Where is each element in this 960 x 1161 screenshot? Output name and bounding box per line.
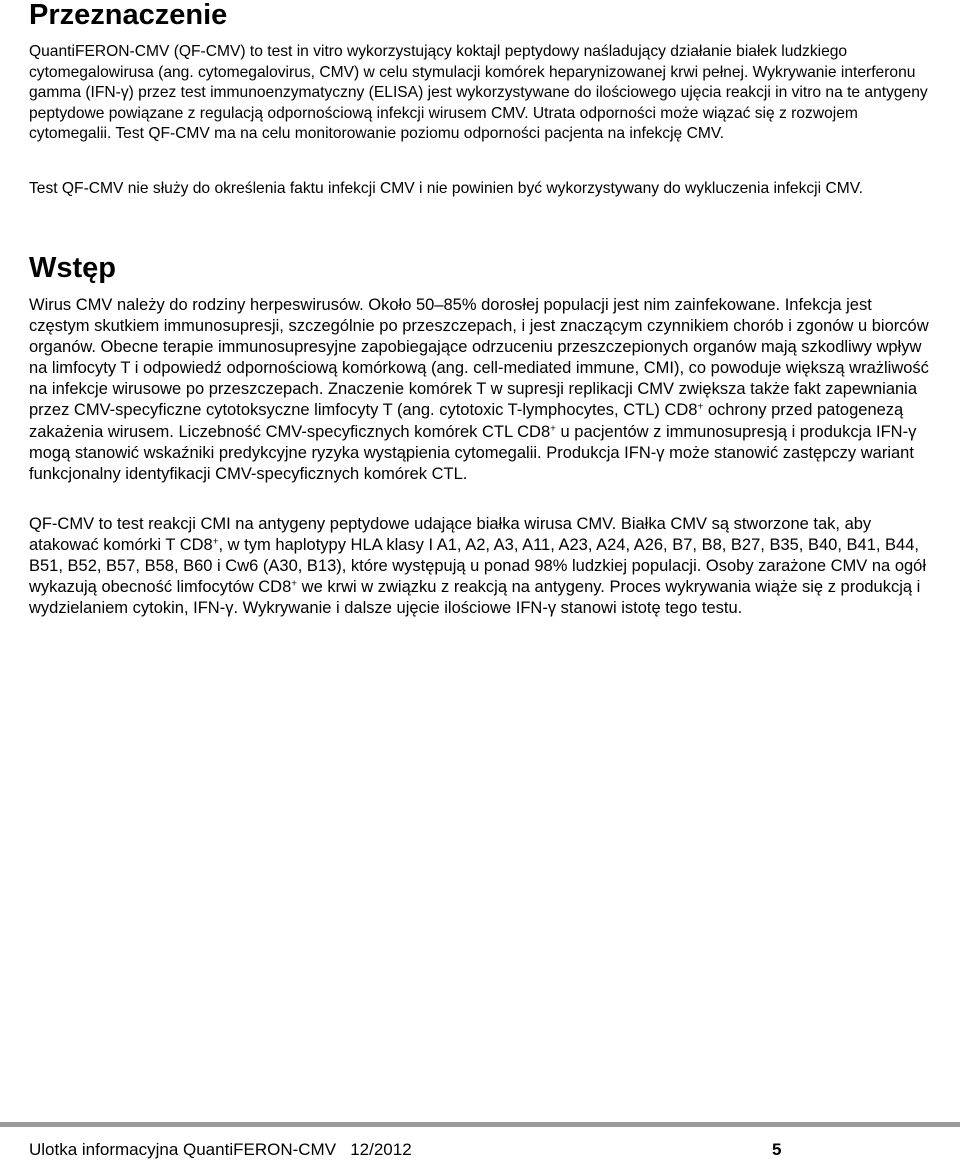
footer-document-title: Ulotka informacyjna QuantiFERON-CMV 12/2012 xyxy=(29,1140,412,1159)
text-segment: ochrony przed patogenezą zakażenia wirusem. Liczebność CMV-specyficznych komórek CTL CD8 xyxy=(29,401,904,441)
text-segment: Wirus CMV należy do rodziny herpeswirusów. Około 50–85% dorosłej populacji jest nim zainfekowane. Infekcja jest częstym skutkiem immunosupresji, szczególnie po przeszczepach, i jest znaczącym czynnikiem chorób i zgonów u biorców organów. Obecne terapie immunosupresyjne zapobiegające odrzuceniu przeszczepionych organów mają szkodliwy wpływ na limfocyty T i odpowiedź odpornościową komórkową (ang. cell-mediated immune, CMI), co powoduje większą wrażliwość na infekcje wirusowe po przeszczepach. Znaczenie komórek T w supresji replikacji CMV zwiększa także fakt zapewniania przez CMV-specyficzne cytotoksyczne limfocyty T (ang. cytotoxic T-lymphocytes, CTL) CD8 xyxy=(29,296,929,420)
page-number: 5 xyxy=(772,1140,782,1159)
paragraph-introduction-2 xyxy=(29,514,934,619)
footer-divider xyxy=(0,1122,960,1127)
superscript-plus: + xyxy=(212,536,219,548)
superscript-plus: + xyxy=(550,423,556,435)
heading-wstep: Wstęp xyxy=(29,252,116,284)
heading-przeznaczenie: Przeznaczenie xyxy=(29,0,228,31)
text-segment: u pacjentów z immunosupresją i produkcja IFN-γ mogą stanowić wskaźniki predykcyjne ryzyka wystąpienia cytomegalii. Produkcja IFN-γ może stanowić zastępczy wariant funkcjonalny identyfikacji CMV-specyficznych komórek CTL. xyxy=(29,422,917,483)
superscript-plus: + xyxy=(697,402,704,414)
superscript-plus: + xyxy=(291,578,298,590)
paragraph-intended-use: QuantiFERON-CMV (QF-CMV) to test in vitro wykorzystujący koktajl peptydowy naśladujący działanie białek ludzkiego cytomegalowirusa (ang. cytomegalovirus, CMV) w celu stymulacji komórek heparynizowanej krwi pełnej. Wykrywanie interferonu gamma (IFN-γ) przez test immunoenzymatyczny (ELISA) jest wykorzystywane do ilościowego ujęcia reakcji in vitro na te antygeny peptydowe powiązane z regulacją odpornościową infekcji wirusem CMV. Utrata odporności może wiązać się z rozwojem cytomegalii. Test QF-CMV ma na celu monitorowanie poziomu odporności pacjenta na infekcję CMV. xyxy=(29,43,928,143)
text-segment: , w tym haplotypy HLA klasy I A1, A2, A3, A11, A23, A24, A26, B7, B8, B27, B35, B40, B41, B44, B51, B52, B57, B58, B60 i Cw6 (A30, B13), które występują u ponad 98% ludzkiej populacji. Osoby zarażone CMV na ogół wykazują obecność limfocytów CD8 xyxy=(29,536,927,597)
text-segment: QF-CMV to test reakcji CMI na antygeny peptydowe udające białka wirusa CMV. Białka CMV są stworzone tak, aby atakować komórki T CD8 xyxy=(29,515,872,555)
paragraph-introduction-1 xyxy=(29,295,934,485)
text-segment: we krwi w związku z reakcją na antygeny. Proces wykrywania wiąże się z produkcją i wydzielaniem cytokin, IFN-γ. Wykrywanie i dalsze ujęcie ilościowe IFN-γ stanowi istotę tego testu. xyxy=(29,578,921,618)
paragraph-limitation: Test QF-CMV nie służy do określenia faktu infekcji CMV i nie powinien być wykorzystywany do wykluczenia infekcji CMV. xyxy=(29,180,863,197)
